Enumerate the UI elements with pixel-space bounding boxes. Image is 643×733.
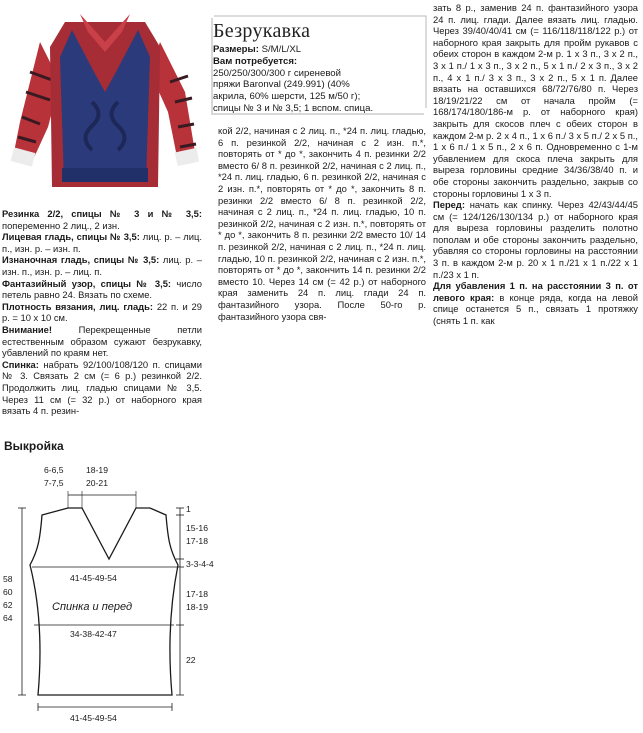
dim-width-upper: 41-45-49-54 (70, 573, 117, 583)
dim-right-6: 18-19 (186, 602, 208, 612)
needs-label: Вам потребуется: (213, 55, 298, 67)
dim-right-2: 15-16 (186, 523, 208, 533)
dim-right-1: 1 (186, 504, 191, 514)
paragraph-text: лиц. р. – изн. п., изн. р. – лиц. п. (2, 254, 203, 277)
paragraph-heading: Для убавления 1 п. на расстоянии 3 п. от левого края: (433, 280, 638, 303)
dim-right-5: 17-18 (186, 589, 208, 599)
dim-right-4: 3-3-4-4 (186, 559, 214, 569)
paragraph-text: попеременно 2 лиц., 2 изн. (2, 219, 120, 231)
materials-block (213, 44, 425, 115)
paragraph-heading: Внимание! (2, 323, 52, 335)
needs-line: пряжи Baronval (249.991) (40% (213, 79, 350, 91)
paragraph-heading: Фантазийный узор, спицы № 3,5: (2, 277, 172, 289)
pattern-schema (0, 455, 240, 733)
dim-width-mid: 34-38-42-47 (70, 629, 117, 639)
paragraph-heading: Плотность вязания, лиц. гладь: (2, 300, 154, 312)
paragraph (2, 324, 202, 359)
dim-shoulder-1: 6-6,5 (44, 465, 64, 475)
paragraph-heading: Спинка: (2, 358, 39, 370)
paragraph-heading: Резинка 2/2, спицы № 3 и № 3,5: (2, 208, 202, 219)
paragraph (2, 254, 202, 277)
page-title: Безрукавка (213, 20, 311, 42)
paragraph-heading: Изнаночная гладь, спицы № 3,5: (2, 254, 160, 266)
paragraph (433, 280, 638, 326)
paragraph (2, 359, 202, 417)
needs-line: 250/250/300/300 г сиреневой (213, 67, 341, 79)
paragraph-heading: Лицевая гладь, спицы № 3,5: (2, 231, 140, 243)
vest-photo (10, 2, 200, 200)
dim-right-7: 22 (186, 655, 196, 665)
dim-right-3: 17-18 (186, 536, 208, 546)
paragraph-text: набрать 92/100/108/120 п. спицами № 3. Связать 2 см (= 6 р.) резинкой 2/2. Продолжить лиц. гладью спицами № 3,5. Через 11 см (= 32 р.) от наборного края вязать 4 п. резин- (2, 358, 202, 417)
sizes-label: Размеры: (213, 44, 259, 55)
dim-left-1: 58 (3, 574, 13, 584)
paragraph-text: 22 п. и 29 р. = 10 х 10 см. (2, 300, 202, 324)
piece-label: Спинка и перед (52, 601, 133, 613)
dim-width-bottom: 41-45-49-54 (70, 713, 117, 723)
paragraph (2, 301, 202, 324)
paragraph-text: кой 2/2, начиная с 2 лиц. п., *24 п. лиц. гладью, 6 п. резинкой 2/2, начиная с 2 изн. п.*, повторять от * до *, закончить 4 п. резинки 2/2 вместо 6/ 8 п. резинкой 2/2, начиная с 2 лиц. п., *24 п. лиц. гладью, 6 п. резинкой 2/2, начиная с 2 изн. п.*, повторять от * до *, закончить 8 п. резинки 2/2 вместо 6/ 8 п. резинкой 2/2, начиная с 2 лиц. п., *24 п. лиц. гладью, 10 п. резинкой 2/2, начиная с 2 изн. п.*, повторять от * до *, закончить 8 п. резинки 2/2 вместо 10/ 14 п. резинкой 2/2, начиная с 2 лиц. п., *24 п. лиц. гладью, 10 п. резинкой 2/2, начиная с 2 изн. п.*, повторять от * до *, закончить 14 п. резинки 2/2 вместо 10. Через 14 см (= 42 р.) от наборного края заменить 24 п. лиц. глади 24 п. фантазийного узора. После 50-го р. фантазийного узора свя- (218, 125, 426, 322)
paragraph (2, 208, 202, 231)
dim-left-4: 64 (3, 613, 13, 623)
paragraph-text: Перекрещенные петли естественным образом сужают безрукавку, убавлений по краям нет. (2, 323, 202, 359)
paragraph-heading: Перед: (433, 199, 465, 211)
instructions-column-3 (433, 2, 638, 327)
paragraph (2, 278, 202, 301)
needs-line: акрила, 60% шерсти, 125 м/50 г); (213, 91, 361, 103)
sizes-value: S/M/L/XL (261, 44, 302, 55)
schema-title: Выкройка (4, 439, 64, 453)
dim-left-3: 62 (3, 600, 13, 610)
dim-neck-1: 18-19 (86, 465, 108, 475)
paragraph-text: число петель равно 24. Вязать по схеме. (2, 277, 202, 301)
instructions-column-2 (218, 125, 426, 322)
paragraph-text: лиц. р. – лиц. п., изн. р. – изн. п. (2, 231, 202, 254)
paragraph-text: в конце ряда, когда на левой спице останется 5 п., связать 1 протяжку (снять 1 п. как (433, 291, 638, 327)
paragraph (433, 2, 638, 199)
instructions-column-1 (2, 208, 202, 417)
needs-line: спицы № 3 и № 3,5; 1 вспом. спица. (213, 102, 374, 114)
paragraph (433, 199, 638, 280)
paragraph (2, 231, 202, 254)
dim-left-2: 60 (3, 587, 13, 597)
dim-shoulder-2: 7-7,5 (44, 478, 64, 488)
paragraph-text: начать как спинку. Через 42/43/44/45 см (= 124/126/130/134 р.) от наборного края для выреза горловины разделить полотно пополам и обе стороны закончить раздельно, убавляя со стороны горловины на расстоянии 3 п. в каждом 2-м р. 20 x 1 п./21 x 1 п./22 x 1 п./23 x 1 п. (433, 199, 638, 280)
paragraph-text: зать 8 р., заменив 24 п. фантазийного узора 24 п. лиц. глади. Далее вязать лиц. гладью. Через 39/40/40/41 см (= 116/118/118/122 р.) от наборного края закрыть для пройм рукавов с обеих сторон в каждом 2-м р. 1 x 3 п., 3 x 2 п., 3 x 1 п./ 1 x 3 п., 3 x 2 п., 5 x 1 п./ 2 x 3 п., 3 x 2 п., 4 x 1 п./ 3 x 3 п., 3 x 2 п., 5 x 1 п. Далее вязать на оставшихся 68/72/76/80 п. Через 18/19/21/22 см от начала пройм (= 168/174/180/186-м р. от наборного края) закрыть для скосов плеч с обеих сторон в каждом 2-м р. 2 x 4 п., 1 x 6 п./ 3 x 5 п./ 2 x 5 п., 1 x 6 п./ 1 x 5 п., 2 x 6 п. Одновременно с 1-м убавлением для скоса плеча закрыть для выреза горловины средние 34/36/38/40 п. и обе стороны закончить раздельно, закрыв со стороны горловины 1 x 3 п. (433, 2, 638, 199)
dim-neck-2: 20-21 (86, 478, 108, 488)
